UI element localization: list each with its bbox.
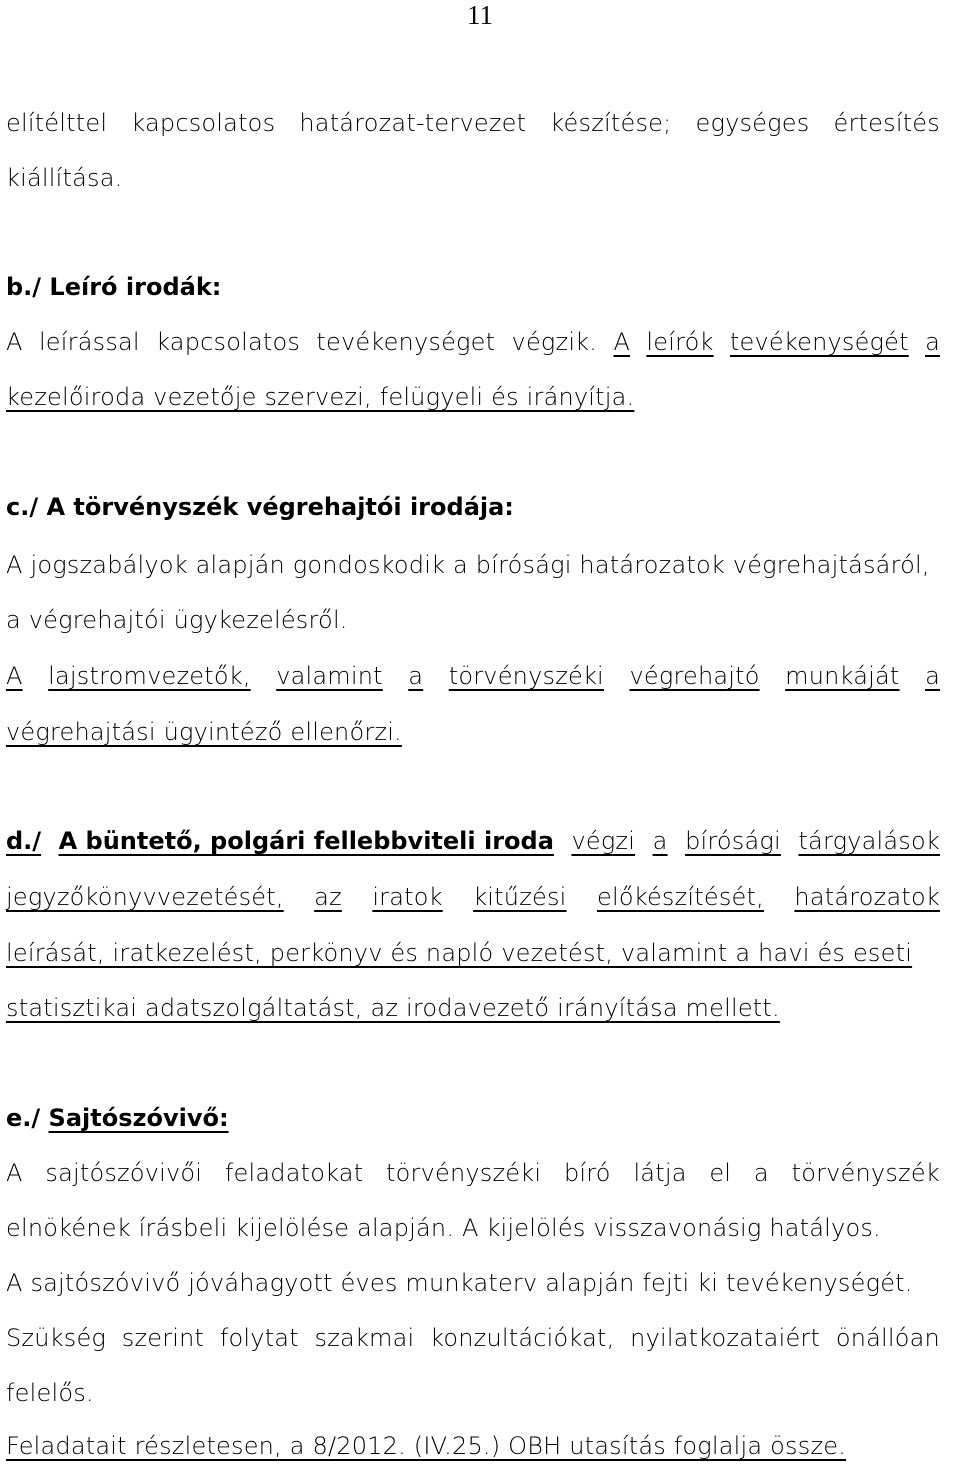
section-b-heading: b./ Leíró irodák:	[6, 273, 222, 301]
section-b-line-1	[6, 327, 940, 357]
word: törvényszéki	[386, 1159, 542, 1187]
word: A	[6, 328, 23, 356]
word: leírók	[646, 328, 714, 356]
word: végzi	[571, 827, 636, 855]
word: a	[408, 662, 424, 690]
word: iratok	[372, 883, 443, 911]
word: folytat	[219, 1324, 299, 1352]
word: kapcsolatos	[131, 109, 276, 137]
word: bírósági	[685, 827, 781, 855]
word: tevékenységet	[316, 328, 496, 356]
section-e-heading-prefix: e./	[6, 1104, 41, 1132]
intro-line-1	[6, 108, 940, 138]
word: egységes	[695, 109, 810, 137]
word: elítélttel	[6, 109, 108, 137]
word: A	[613, 328, 631, 356]
word: készítése;	[550, 109, 672, 137]
word: kitűzési	[473, 883, 567, 911]
word: végzik.	[511, 328, 598, 356]
word: jegyzőkönyvvezetését,	[6, 883, 284, 911]
word: kapcsolatos	[156, 328, 301, 356]
section-e-line-1	[6, 1158, 940, 1188]
word: bíró	[563, 1159, 611, 1187]
word: lajstromvezetők,	[48, 662, 251, 690]
word: előkészítését,	[596, 883, 764, 911]
word: törvényszék	[791, 1159, 940, 1187]
word: szakmai	[314, 1324, 415, 1352]
section-e-line-4	[6, 1323, 940, 1353]
word: értesítés	[833, 109, 940, 137]
section-e-line-6: Feladatait részletesen, a 8/2012. (IV.25.) OBH utasítás foglalja össze.	[6, 1432, 847, 1460]
intro-line-2: kiállítása.	[6, 164, 123, 192]
word: határozat-tervezet	[299, 109, 527, 137]
section-c-line-2: a végrehajtói ügykezelésről.	[6, 606, 348, 634]
word: tárgyalások	[798, 827, 940, 855]
section-c-line-4: végrehajtási ügyintéző ellenőrzi.	[6, 718, 402, 746]
section-b-line-2: kezelőiroda vezetője szervezi, felügyeli és irányítja.	[6, 383, 635, 411]
word: látja	[633, 1159, 687, 1187]
word: A	[6, 662, 23, 690]
word: végrehajtó	[629, 662, 760, 690]
word: nyilatkozataiért	[630, 1324, 821, 1352]
section-d-heading-title: A büntető, polgári fellebbviteli iroda	[58, 827, 554, 855]
section-c-line-1: A jogszabályok alapján gondoskodik a bírósági határozatok végrehajtásáról,	[6, 551, 930, 579]
word: leírással	[38, 328, 140, 356]
section-c-heading: c./ A törvényszék végrehajtói irodája:	[6, 493, 514, 521]
section-e-line-5: felelős.	[6, 1379, 94, 1407]
section-c-line-3	[6, 661, 940, 691]
word: munkáját	[785, 662, 900, 690]
word: feladatokat	[224, 1159, 364, 1187]
word: szerint	[121, 1324, 205, 1352]
word: Szükség	[6, 1324, 107, 1352]
word: A	[6, 1159, 23, 1187]
word: az	[314, 883, 342, 911]
section-e-heading	[6, 1103, 229, 1133]
word: önállóan	[835, 1324, 940, 1352]
word: sajtószóvivői	[45, 1159, 203, 1187]
word: konzultációkat,	[430, 1324, 615, 1352]
section-e-line-3: A sajtószóvivő jóváhagyott éves munkaterv alapján fejti ki tevékenységét.	[6, 1269, 913, 1297]
word: határozatok	[794, 883, 940, 911]
section-d-line-4: statisztikai adatszolgáltatást, az irodavezető irányítása mellett.	[6, 994, 780, 1022]
word: a	[925, 662, 940, 690]
section-e-line-2: elnökének írásbeli kijelölése alapján. A kijelölés visszavonásig hatályos.	[6, 1214, 881, 1242]
section-d-line-3: leírását, iratkezelést, perkönyv és napló vezetést, valamint a havi és eseti	[6, 939, 913, 967]
section-d-line-2	[6, 882, 940, 912]
word: tevékenységét	[729, 328, 909, 356]
word: valamint	[276, 662, 383, 690]
word: a	[652, 827, 668, 855]
section-e-heading-title: Sajtószóvivő:	[48, 1104, 229, 1132]
page-number: 11	[467, 0, 493, 30]
word: el	[709, 1159, 732, 1187]
section-d-heading-prefix: d./	[6, 827, 42, 855]
section-d-line-1	[6, 826, 940, 856]
word: a	[925, 328, 940, 356]
word: törvényszéki	[448, 662, 604, 690]
word: a	[753, 1159, 769, 1187]
